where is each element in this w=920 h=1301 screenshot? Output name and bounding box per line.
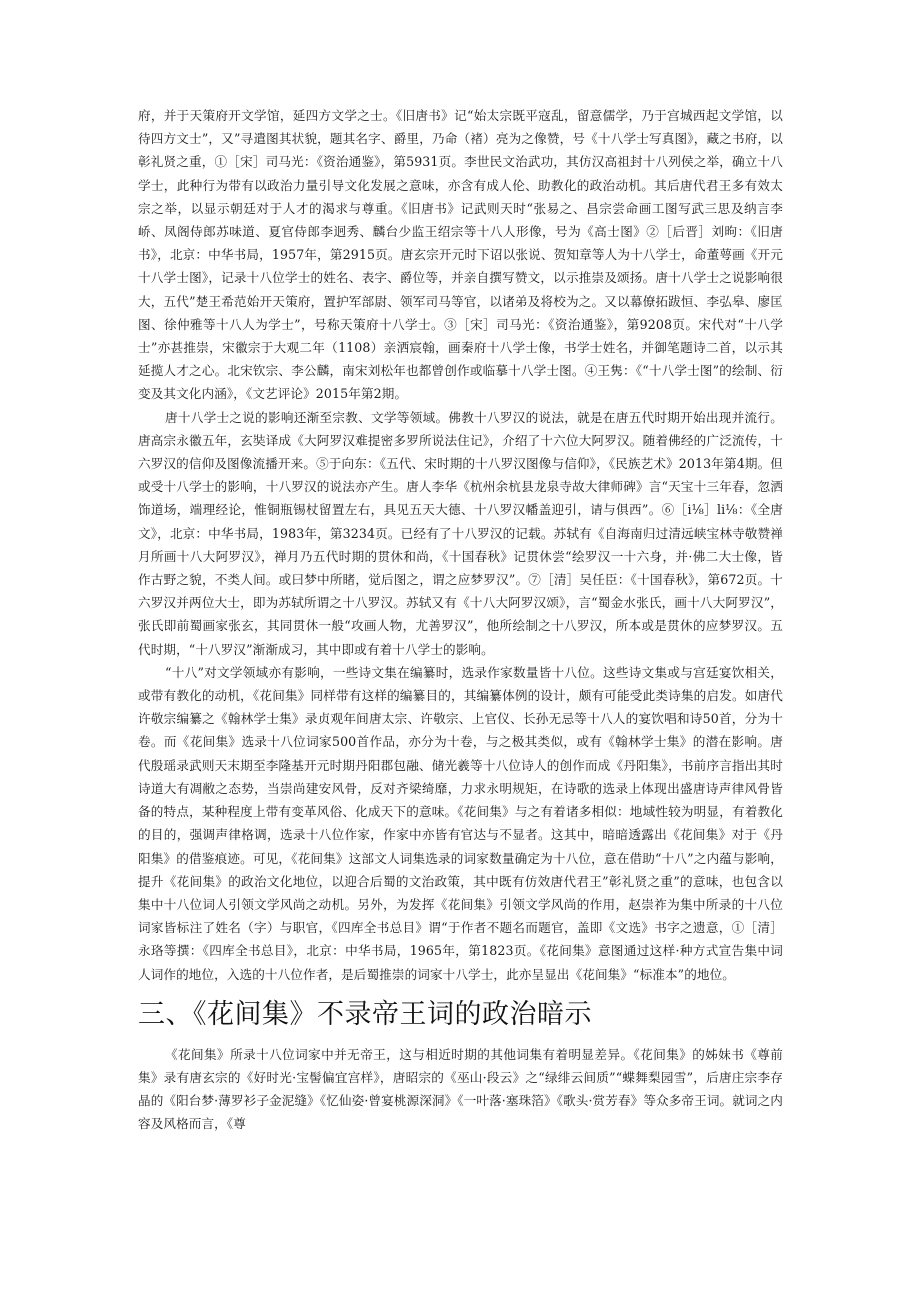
body-paragraph-1: 府，并于天策府开文学馆，延四方文学之士。《旧唐书》记“始太宗既平寇乱，留意儒学，乃于宫城西起文学馆，以待四方文士”，又”寻遣图其状貌，题其名字、爵里，乃命（褚）亮为之像赞，号《十八学士写真图》，藏之书府，以彰礼贤之重，①［宋］司马光：《资治通鉴》，第5931页。李世民文治武功，其仿汉高祖封十八列侯之举，确立十八学士，此种行为带有以政治力量引导文化发展之意味，亦含有成人伦、助教化的政治动机。其后唐代君王多有效太宗之举，以显示朝廷对于人才的渴求与尊重。《旧唐书》记武则天时“张易之、昌宗尝命画工图写武三思及纳言李峤、凤阁侍郎苏味道、夏官侍郎李迥秀、麟台少监王绍宗等十八人形像，号为《高士图》②［后晋］刘昫：《旧唐书》，北京：中华书局，1957年，第2915页。唐玄宗开元时下诏以张说、贺知章等人为十八学士，命董萼画《开元十八学士图》，记录十八位学士的姓名、表字、爵位等，并亲自撰写赞文，以示推崇及颂扬。唐十八学士之说影响很大，五代”楚王希范始开天策府，置护军部尉、领军司马等官，以诸弟及将校为之。又以幕僚拓跋恒、李弘皋、廖匡图、徐仲雅等十八人为学士”，号称天策府十八学士。③［宋］司马光：《资治通鉴》，第9208页。宋代对“十八学士”亦甚推崇，宋徽宗于大观二年（1108）亲洒宸翰，画秦府十八学士像，书学士姓名，并御笔题诗二首，以示其延揽人才之心。北宋钦宗、李公麟，南宋刘松年也都曾创作或临摹十八学士图。④王隽：《“十八学士图”的绘制、衍变及其文化内涵》，《文艺评论》2015年第2期。 [138, 108, 783, 402]
section-paragraph: 《花间集》所录十八位词家中并无帝王，这与相近时期的其他词集有着明显差异。《花间集》的姊妹书《尊前集》录有唐玄宗的《好时光·宝髻偏宜宫样》，唐昭宗的《巫山·段云》之“绿绯云间质”“蝶舞梨园雪”，后唐庄宗李存晶的《阳台梦·薄罗衫子金泥缝》《忆仙姿·曾宴桃源深洞》《一叶落·塞珠箔》《歌头·赏芳春》等众多帝王词。就词之内容及风格而言，《尊 [138, 1046, 783, 1132]
body-paragraph-2: 唐十八学士之说的影响还渐至宗教、文学等领域。佛教十八罗汉的说法，就是在唐五代时期开始出现并流行。唐高宗永徽五年，玄奘译成《大阿罗汉难提密多罗所说法住记》，介绍了十六位大阿罗汉。随着佛经的广泛流传，十六罗汉的信仰及图像流播开来。⑤于向东：《五代、宋时期的十八罗汉图像与信仰》，《民族艺术》2013年第4期。但或受十八学士的影响，十八罗汉的说法亦产生。唐人李华《杭州余杭县龙泉寺故大律师碑》言“天宝十三年春，忽洒饰道场，端理经论，惟铜瓶锡杖留置左右，具见五天大德、十八罗汉幡盖迎引，请与俱西”。⑥［i⅛］li⅛：《全唐文》，北京：中华书局，1983年，第3234页。已经有了十八罗汉的记载。苏轼有《自海南归过清远峡宝林寺敬赞禅月所画十八大阿罗汉》，禅月乃五代时期的贯休和尚，《十国春秋》记贯休尝“绘罗汉一十六身，并·佛二大士像，皆作古野之貌，不类人间。或曰梦中所睹，觉后图之，谓之应梦罗汉”。⑦［清］吴任臣：《十国春秋》，第672页。十六罗汉并两位大士，即为苏轼所谓之十八罗汉。苏轼又有《十八大阿罗汉颂》，言“蜀金水张氏，画十八大阿罗汉”，张氏即前蜀画家张玄，其同贯休一般“攻画人物，尤善罗汉”，他所绘制之十八罗汉，所本或是贯休的应梦罗汉。五代时期，“十八罗汉”渐渐成习，其中即或有着十八学士的影响。 [138, 409, 783, 657]
section-heading: 三、《花间集》不录帝王词的政治暗示 [138, 998, 592, 1030]
document-page [138, 104, 783, 1136]
body-paragraph-3: “十八”对文学领域亦有影响，一些诗文集在编纂时，选录作家数量皆十八位。这些诗文集或与宫廷宴饮相关，或带有教化的动机，《花间集》同样带有这样的编纂目的，其编纂体例的设计，颇有可能受此类诗集的启发。如唐代许敬宗编纂之《翰林学士集》录贞观年间唐太宗、许敬宗、上官仪、长孙无忌等十八人的宴饮唱和诗50首，分为十卷。而《花间集》选录十八位词家500首作品，亦分为十卷，与之极其类似，或有《翰林学士集》的潜在影响。唐代殷瑶录武则天末期至李隆基开元时期丹阳郡包融、储光羲等十八位诗人的创作而成《丹阳集》，书前序言指出其时诗道大有凋敝之态势，当崇尚建安风骨，反对齐梁绮靡，力求永明规矩，在诗歌的选录上体现出盛唐诗声律风骨皆备的特点，某种程度上带有变革风俗、化成天下的意味。《花间集》与之有着诸多相似：地域性较为明显，有着教化的目的，强调声律格调，选录十八位作家，作家中亦皆有官达与不显者。这其中，暗暗透露出《花间集》对于《丹阳集》的借鉴痕迹。可见，《花间集》这部文人词集选录的词家数量确定为十八位，意在借助“十八”之内蕴与影响，提升《花间集》的政治文化地位，以迎合后蜀的文治政策，其中既有仿效唐代君王”彰礼贤之重”的意味，也包含以集中十八位词人引领文学风尚之动机。另外，为发挥《花间集》引领文学风尚的作用，赵崇祚为集中所录的十八位词家皆标注了姓名（字）与职官，《四库全书总目》谓“于作者不题名而题官，盖即《文选》书字之遗意，①［清］永珞等撰：《四库全书总目》，北京：中华书局，1965年，第1823页。《花间集》意图通过这样·种方式宣告集中词人词作的地位，入选的十八位作者，是后蜀推崇的词家十八学士，此亦呈显出《花间集》“标准本”的地位。 [138, 664, 783, 982]
